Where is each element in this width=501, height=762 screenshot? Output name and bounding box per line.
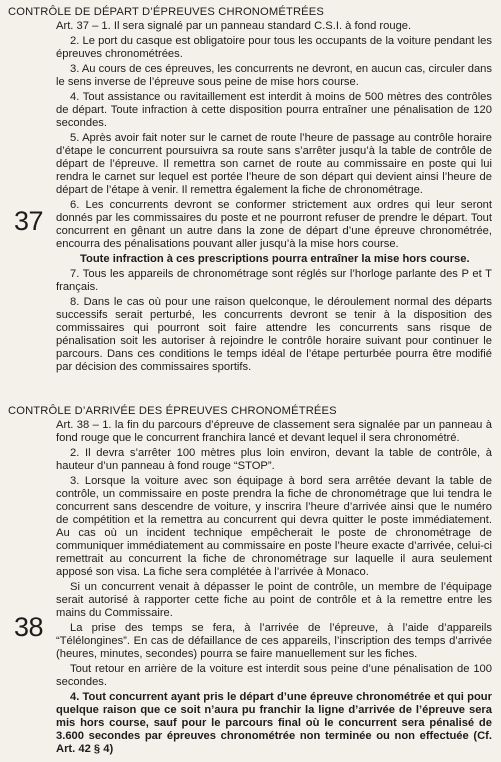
paragraph: 4. Tout assistance ou ravitaillement est interdit à moins de 500 mètres des contrôles de départ. Toute infraction à cette disposition pourra entraîner une pénalisation de 120 secondes.: [56, 91, 492, 129]
paragraph: 6. Les concurrents devront se conformer strictement aux ordres qui leur seront donnés par les commissaires du poste et ne pourront refuser de prendre le départ. Tout concurrent en gênant un autre dans la zone de départ d’une épreuve chronométrée, encourra des pénalisations pouvant aller jusqu’à la mise hors course.: [56, 199, 492, 250]
bold-warning: Toute infraction à ces prescriptions pourra entraîner la mise hors course.: [80, 253, 470, 265]
paragraph: 7. Tous les appareils de chronométrage sont réglés sur l’horloge parlante des P et T français.: [56, 268, 492, 293]
article-number: 37: [14, 206, 44, 236]
paragraph: Art. 37 – 1. Il sera signalé par un panneau standard C.S.I. à fond rouge.: [56, 20, 412, 32]
paragraph: 2. Il devra s’arrêter 100 mètres plus loin environ, devant la table de contrôle, à hauteur d’un panneau à fond rouge “STOP”.: [56, 447, 492, 472]
paragraph: La prise des temps se fera, à l’arrivée de l’épreuve, à l’aide d’appareils “Télélongines”. En cas de défaillance de ces appareils, l’inscription des temps d’arrivée (heures, minutes, secondes) pourra se faire manuellement sur les fiches.: [56, 622, 492, 660]
paragraph: 2. Le port du casque est obligatoire pour tous les occupants de la voiture pendant les épreuves chronométrées.: [56, 35, 492, 60]
article-body: [56, 419, 492, 758]
bold-final-paragraph: 4. Tout concurrent ayant pris le départ d’une épreuve chronométrée et qui pour quelque raison que ce soit n’aura pu franchir la ligne d’arrivée de l’épreuve sera mis hors course, sauf pour le parcours final où le concurrent sera pénalisé de 3.600 secondes par épreuves chronométrée non terminée ou non effectuée (Cf. Art. 42 § 4): [56, 691, 492, 755]
section-heading: CONTRÔLE DE DÉPART D’ÉPREUVES CHRONOMÉTRÉES: [8, 6, 325, 18]
article-number: 38: [14, 612, 44, 642]
article-body: [56, 20, 492, 376]
paragraph: Si un concurrent venait à dépasser le point de contrôle, un membre de l’équipage serait autorisé à rapporter cette fiche au point de contrôle et à la remettre entre les mains du Commissaire.: [56, 581, 492, 619]
paragraph: 3. Au cours de ces épreuves, les concurrents ne devront, en aucun cas, circuler dans le sens inverse de l’épreuve sous peine de mise hors course.: [56, 63, 492, 88]
paragraph: Tout retour en arrière de la voiture est interdit sous peine d’une pénalisation de 100 secondes.: [56, 663, 492, 688]
paragraph: 5. Après avoir fait noter sur le carnet de route l’heure de passage au contrôle horaire d’étape le concurrent poursuivra sa route sans s’arrêter jusqu’à la table de contrôle de départ de l’épreuve. Il remettra son carnet de route au commissaire en poste qui lui rendra le carnet sur lequel est portée l’heure de son départ qui devient ainsi l’heure de départ de l’étape à venir. Il remettra également la fiche de chronométrage.: [56, 132, 492, 196]
paragraph: Art. 38 – 1. la fin du parcours d’épreuve de classement sera signalée par un panneau à fond rouge que le concurrent franchira lancé et devant lequel il sera chronométré.: [56, 419, 492, 444]
paragraph: 8. Dans le cas où pour une raison quelconque, le déroulement normal des départs successifs serait perturbé, les concurrents devront se tenir à la disposition des commissaires qui pourront soit faire attendre les concurrents sans risque de pénalisation soit les autoriser à rejoindre le contrôle horaire suivant pour continuer le parcours. Dans ces conditions le temps idéal de l’étape perturbée pourra être modifié par décision des commissaires sportifs.: [56, 296, 492, 373]
section-heading: CONTRÔLE D’ARRIVÉE DES ÉPREUVES CHRONOMÉTRÉES: [8, 405, 337, 417]
paragraph: 3. Lorsque la voiture avec son équipage à bord sera arrêtée devant la table de contrôle, un commissaire en poste prendra la fiche de chronométrage que lui tendra le concurrent sans descendre de voiture, y inscrira l’heure d’arrivée ainsi que le numéro de compétition et la remettra au concurrent qui devra quitter le poste immédiatement. Au cas où un incident technique empêcherait le poste de chronométrage de communiquer immédiatement au commissaire en poste l’heure exacte d’arrivée, celui-ci remettrait au concurrent la fiche de chronométrage sur laquelle il aura seulement apposé son visa. La fiche sera complétée à l’arrivée à Monaco.: [56, 475, 492, 578]
